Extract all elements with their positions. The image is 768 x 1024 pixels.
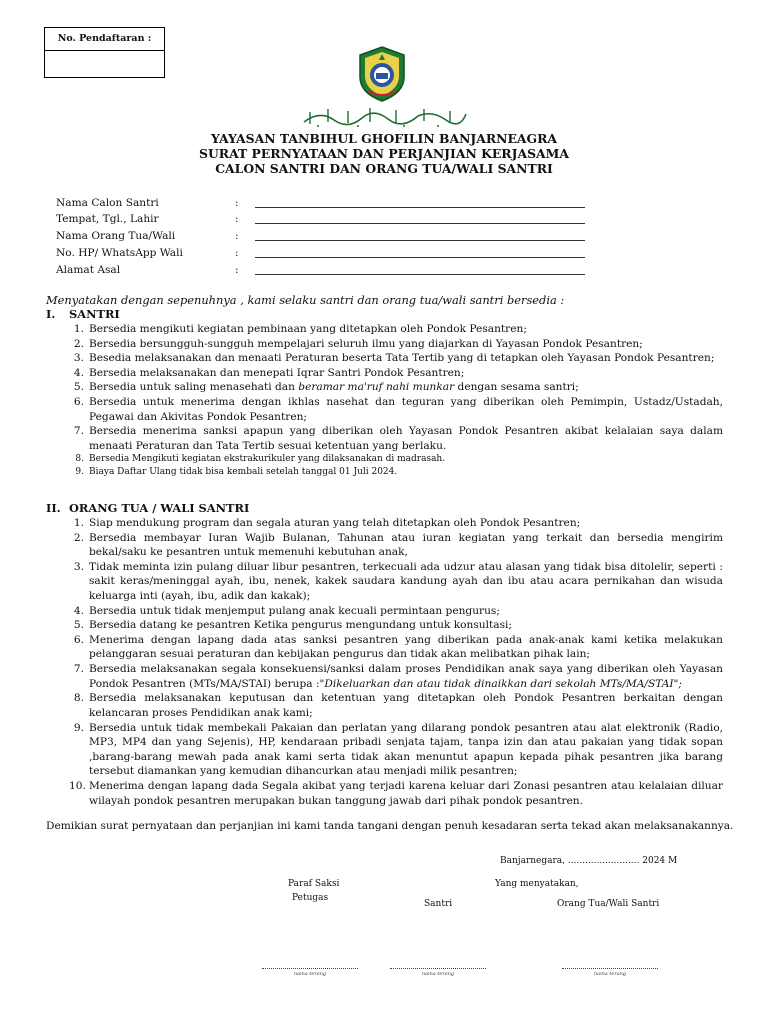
list-item: 4. Bersedia melaksanakan dan menepati Iqrar Santri Pondok Pesantren; — [73, 366, 465, 379]
section-number: I. — [46, 307, 56, 321]
santri-list — [69, 322, 723, 478]
field-line[interactable] — [255, 257, 585, 258]
list-item: 8. Bersedia Mengikuti kegiatan ekstrakurikuler yang dilaksanakan di madrasah. — [75, 454, 446, 465]
field-line[interactable] — [255, 240, 585, 241]
santri-signature-label: Santri — [424, 899, 453, 909]
parent-signature-line[interactable] — [562, 968, 658, 969]
name-caption: nama terang — [593, 971, 627, 977]
list-item: 10. Menerima dengan lapang dada Segala akibat yang terjadi karena keluar dari Zonasi pesantren atau kelalaian diluar wilayah pondok pesantren merupakan bukan tanggung jawab dari pihak pondok pesantren. — [69, 779, 723, 807]
witness-officer-label: Petugas — [292, 893, 329, 903]
list-item: 1. Bersedia mengikuti kegiatan pembinaan yang ditetapkan oleh Pondok Pesantren; — [73, 323, 527, 335]
list-item: 6. Menerima dengan lapang dada atas sanksi pesantren yang diberikan pada anak-anak kami ketika melakukan pelanggaran sesuai peraturan dan kebijakan pengurus dan tidak akan melibatkan pihak lain; — [73, 633, 723, 661]
registration-box — [44, 27, 165, 78]
list-item: 7. Bersedia melaksanakan segala konsekuensi/sanksi dalam proses Pendidikan anak saya yang diberikan oleh Yayasan Pondok Pesantren (MTs/MA/STAI) berupa :"Dikeluarkan dan atau tidak dinaikkan dari sekolah MTs/MA/STAI"; — [73, 663, 723, 690]
document-subtitle: CALON SANTRI DAN ORANG TUA/WALI SANTRI — [215, 161, 553, 176]
foundation-logo — [356, 45, 408, 103]
field-colon: : — [235, 213, 239, 225]
section-orang-tua-heading — [46, 501, 249, 517]
place-date: Banjarnegara, ......................... 2024 M — [500, 856, 678, 866]
list-item: 8. Bersedia melaksanakan keputusan dan ketentuan yang ditetapkan oleh Pondok Pesantren berkaitan dengan kelancaran proses Pendidikan anak kami; — [73, 692, 723, 719]
field-line[interactable] — [255, 207, 585, 208]
closing-statement: Demikian surat pernyataan dan perjanjian ini kami tanda tangani dengan penuh kesadaran serta tekad akan melaksanakannya. — [46, 820, 734, 832]
list-item: 1. Siap mendukung program dan segala aturan yang telah ditetapkan oleh Pondok Pesantren; — [73, 517, 581, 529]
field-line[interactable] — [255, 223, 585, 224]
list-item: 6. Bersedia untuk menerima dengan ikhlas nasehat dan teguran yang diberikan oleh Pemimpin, Ustadz/Ustadah, Pegawai dan Akivitas Pondok Pesantren; — [73, 396, 723, 423]
list-item: 5. Bersedia untuk saling menasehati dan beramar ma'ruf nahi munkar dengan sesama santri; — [73, 381, 579, 394]
foundation-name: YAYASAN TANBIHUL GHOFILIN BANJARNEAGRA — [210, 131, 558, 146]
section-santri-heading — [46, 307, 120, 323]
section-number: II. — [46, 501, 61, 515]
field-label: No. HP/ WhatsApp Wali — [56, 247, 183, 259]
field-label: Tempat, Tgl., Lahir — [56, 213, 159, 225]
section-title: SANTRI — [69, 307, 120, 321]
list-item: 2. Bersedia membayar Iuran Wajib Bulanan, Tahunan atau iuran kegiatan yang terkait dan bersedia mengirim bekal/saku ke pesantren untuk memenuhi kebutuhan anak, — [73, 531, 723, 559]
parent-signature-label: Orang Tua/Wali Santri — [557, 899, 660, 909]
name-caption: nama terang — [293, 971, 327, 977]
field-colon: : — [235, 264, 239, 276]
field-colon: : — [235, 197, 239, 209]
list-item: 4. Bersedia untuk tidak menjemput pulang anak kecuali permintaan pengurus; — [73, 604, 500, 617]
witness-signature-line[interactable] — [262, 968, 358, 969]
list-item: 7. Bersedia menerima sanksi apapun yang diberikan oleh Yayasan Pondok Pesantren akibat kelalaian saya dalam menaati Peraturan dan Tata Tertib sesuai ketentuan yang berlaku. — [73, 425, 723, 452]
field-colon: : — [235, 230, 239, 242]
field-label: Nama Orang Tua/Wali — [56, 230, 176, 242]
field-label: Alamat Asal — [56, 264, 121, 276]
list-item: 3. Tidak meminta izin pulang diluar libur pesantren, terkecuali ada udzur atau alasan yang tidak bisa ditolelir, seperti : sakit keras/meninggal ayah, ibu, nenek, kakek saudara kandung ayah dan ibu atau acara pernikahan dan wisuda keluarga inti (ayah, ibu, adik dan kakak); — [73, 560, 723, 603]
list-item: 2. Bersedia bersungguh-sungguh mempelajari seluruh ilmu yang diajarkan di Yayasan Pondok Pesantren; — [73, 337, 643, 350]
list-item: 3. Besedia melaksanakan dan menaati Peraturan beserta Tata Tertib yang di tetapkan oleh Yayasan Pondok Pesantren; — [73, 352, 715, 365]
santri-signature-line[interactable] — [390, 968, 486, 969]
intro-statement: Menyatakan dengan sepenuhnya , kami selaku santri dan orang tua/wali santri bersedia : — [46, 293, 565, 307]
section-title: ORANG TUA / WALI SANTRI — [69, 501, 250, 515]
field-line[interactable] — [255, 274, 585, 275]
registration-label: No. Pendaftaran : — [45, 28, 164, 51]
list-item: 9. Bersedia untuk tidak membekali Pakaian dan perlatan yang dilarang pondok pesantren atau alat elektronik (Radio, MP3, MP4 dan yang Sejenis), HP, kendaraan pribadi senjata tajam, tanpa izin dan atau pakaian yang tidak sopan ,barang-barang mewah pada anak kami serta tidak akan menuntut apapun kepada pihak pesantren jika barang tersebut diamankan yang kemudian dihancurkan atau menjadi milik pesantren; — [73, 721, 723, 778]
declarer-label: Yang menyatakan, — [495, 879, 579, 889]
witness-label: Paraf Saksi — [288, 879, 340, 889]
name-caption: nama terang — [421, 971, 455, 977]
list-item: 9. Biaya Daftar Ulang tidak bisa kembali setelah tanggal 01 Juli 2024. — [75, 466, 398, 477]
list-item: 5. Bersedia datang ke pesantren Ketika pengurus mengundang untuk konsultasi; — [73, 619, 512, 632]
field-colon: : — [235, 247, 239, 259]
arabic-calligraphy — [300, 104, 470, 128]
orang-tua-list — [69, 516, 723, 808]
field-label: Nama Calon Santri — [56, 197, 159, 209]
document-title: SURAT PERNYATAAN DAN PERJANJIAN KERJASAMA — [199, 146, 569, 161]
